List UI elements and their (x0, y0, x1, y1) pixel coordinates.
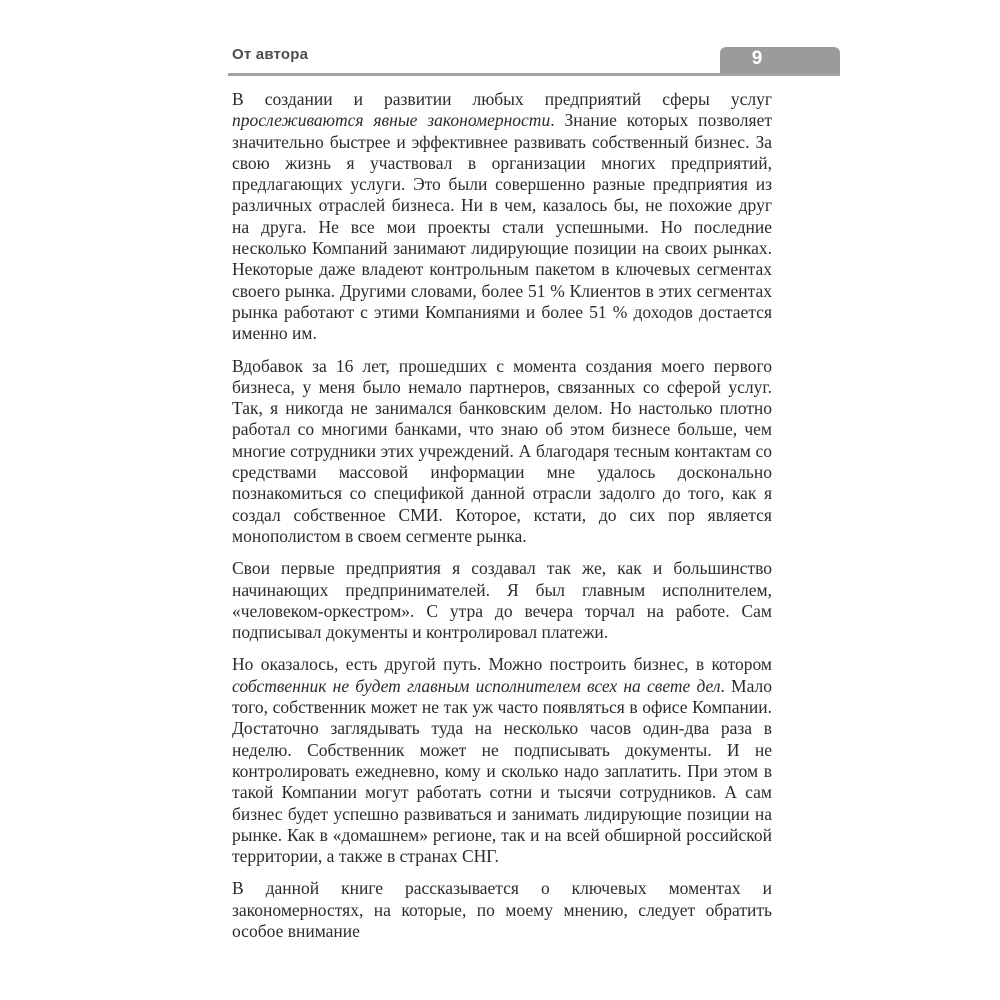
paragraph (232, 558, 772, 643)
header-rule (228, 73, 840, 76)
text-run: . Знание которых позволяет значительно быстрее и эффективнее развивать собственный бизнес. За свою жизнь я участвовал в организации многих предприятий, предлагающих услуги. Это были совершенно разные предприятия из различных отраслей бизнеса. Ни в чем, казалось бы, не похожие друг на друга. Не все мои проекты стали успешными. Но последние несколько Компаний занимают лидирующие позиции на своих рынках. Некоторые даже владеют контрольным пакетом в ключевых сегментах своего рынка. Другими словами, более 51 % Клиентов в этих сегментах рынка работают с этими Компаниями и более 51 % доходов достается именно им. (232, 110, 773, 344)
italic-text-run: прослеживаются явные закономерности (232, 110, 551, 131)
running-title: От автора (232, 46, 309, 63)
italic-text-run: собственник не будет главным исполнителем всех на свете дел (232, 675, 721, 696)
paragraph (232, 878, 772, 942)
text-run: . Мало того, собственник может не так уж часто появляться в офисе Компании. Достаточно заглядывать туда на несколько часов один-два раза в неделю. Собственник может не подписывать документы. И не контролировать ежедневно, кому и сколько надо заплатить. При этом в такой Компании могут работать сотни и тысячи сотрудников. А сам бизнес будет успешно развиваться и занимать лидирующие позиции на рынке. Как в «домашнем» регионе, так и на всей обширной российской территории, а также в странах СНГ. (232, 675, 772, 867)
text-run: Но оказалось, есть другой путь. Можно построить бизнес, в котором (232, 654, 772, 675)
page-number-tab (720, 47, 840, 73)
text-run: Свои первые предприятия я создавал так же, как и большинство начинающих предпринимателей. Я был главным исполнителем, «человеком-оркестром». С утра до вечера торчал на работе. Сам подписывал документы и контролировал платежи. (232, 558, 772, 643)
text-run: В создании и развитии любых предприятий сферы услуг (232, 89, 772, 109)
paragraph (232, 89, 772, 345)
paragraph (232, 356, 772, 548)
text-run: В данной книге рассказывается о ключевых моментах и закономерностях, на которые, по моему мнению, следует обратить особое внимание (232, 878, 772, 941)
page-number: 9 (751, 48, 763, 69)
body-text (232, 89, 772, 953)
text-run: Вдобавок за 16 лет, прошедших с момента создания моего первого бизнеса, у меня было немало партнеров, связанных со сферой услуг. Так, я никогда не занимался банковским делом. Но настолько плотно работал со многими банками, что знаю об этом бизнесе больше, чем многие сотрудники этих учреждений. А благодаря тесным контактам со средствами массовой информации мне удалось досконально познакомиться со спецификой данной отрасли задолго до того, как я создал собственное СМИ. Которое, кстати, до сих пор является монополистом в своем сегменте рынка. (232, 355, 772, 546)
paragraph (232, 654, 772, 867)
